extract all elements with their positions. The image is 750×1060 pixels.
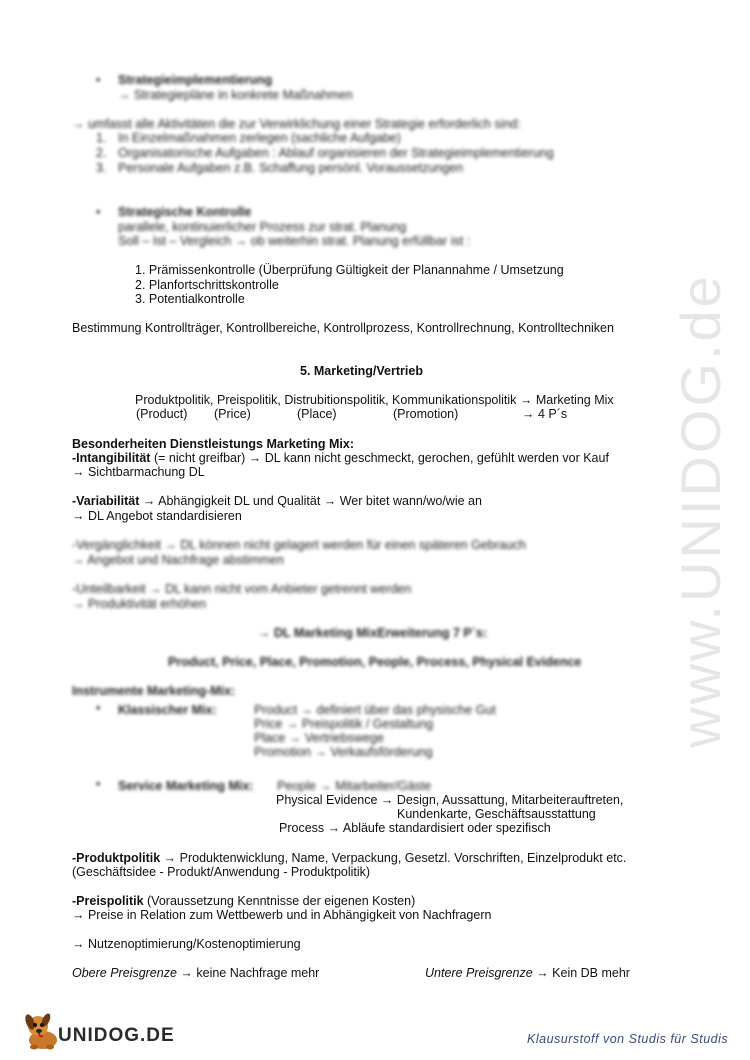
bullet-4: • — [96, 777, 101, 791]
text-intangibilitaet-rest: (= nicht greifbar) → DL kann nicht geschmeckt, gerochen, gefühlt werden vor Kauf — [150, 451, 609, 465]
text-produktpolitik-rest: → Produktenwicklung, Name, Verpackung, Gesetzl. Vorschriften, Einzelprodukt etc. — [160, 851, 627, 865]
text-physical-evidence: Physical Evidence → Design, Aussattung, Mitarbeiterauftreten, — [276, 793, 624, 807]
text-preispolitik-rest: (Voraussetzung Kenntnisse der eigenen Kosten) — [143, 894, 416, 908]
text-einzelmassnahmen: In Einzelmaßnahmen zerlegen (sachliche Aufgabe) — [118, 131, 401, 145]
text-variabilitaet-rest: → Abhängigkeit DL und Qualität → Wer bitet wann/wo/wie an — [139, 494, 482, 508]
text-produktpolitik — [72, 851, 626, 865]
text-umfasst: → umfasst alle Aktivitäten die zur Verwirklichung einer Strategie erforderlich sind: — [72, 117, 521, 131]
label-4ps: → 4 P´s — [522, 407, 568, 421]
text-nutzenoptimierung: → Nutzenoptimierung/Kostenoptimierung — [72, 937, 301, 951]
text-organisatorisch: Organisatorische Aufgaben : Ablauf organisieren der Strategieimplementierung — [118, 146, 554, 160]
text-preispolitik — [72, 894, 415, 908]
section-title: 5. Marketing/Vertrieb — [300, 364, 423, 378]
text-people-def: People → Mitarbeiter/Gäste — [277, 779, 432, 793]
heading-instrumente: Instrumente Marketing-Mix: — [72, 684, 236, 698]
text-place-def: Place → Vertriebswege — [254, 731, 384, 745]
text-product-def: Product → definiert über das physische Gut — [254, 703, 496, 717]
num-1: 1. — [96, 131, 107, 145]
heading-strategieimplementierung: Strategieimplementierung — [118, 73, 273, 87]
text-marketing-mix: Produktpolitik, Preispolitik, Distrubitionspolitik, Kommunikationspolitik → Marketing Mix — [135, 393, 614, 407]
text-price-def: Price → Preispolitik / Gestaltung — [254, 717, 434, 731]
label-obere-preisgrenze: Obere Preisgrenze — [72, 966, 177, 980]
bullet-3: • — [96, 701, 101, 715]
text-geschaeftsidee: (Geschäftsidee - Produkt/Anwendung - Produktpolitik) — [72, 865, 371, 879]
text-untere-preisgrenze — [425, 966, 630, 980]
label-preispolitik: -Preispolitik — [72, 894, 144, 908]
label-klassischer-mix: Klassischer Mix: — [118, 703, 217, 717]
watermark — [640, 272, 750, 748]
label-product: (Product) — [136, 407, 188, 421]
text-obere-rest: → keine Nachfrage mehr — [176, 966, 320, 980]
bullet-1: • — [96, 73, 101, 87]
text-vergaenglichkeit: -Vergänglichkeit → DL können nicht gelagert werden für einen späteren Gebrauch — [72, 538, 526, 552]
text-strategieplaene: → Strategiepläne in konkrete Maßnahmen — [118, 88, 353, 102]
text-kundenkarte: Kundenkarte, Geschäftsausstattung — [397, 807, 596, 821]
text-unteilbarkeit: -Unteilbarkeit → DL kann nicht vom Anbieter getrennt werden — [72, 582, 412, 596]
text-parallele: parallele, kontinuierlicher Prozess zur strat. Planung — [118, 220, 407, 234]
text-standardisieren: → DL Angebot standardisieren — [72, 509, 242, 523]
text-soll-ist: Soll – Ist – Vergleich → ob weiterhin strat. Planung erfüllbar ist : — [118, 234, 471, 248]
label-promotion: (Promotion) — [393, 407, 459, 421]
footer-tagline: Klausurstoff von Studis für Studis — [527, 1032, 729, 1046]
label-variabilitaet: -Variabilität — [72, 494, 140, 508]
control-praemissen: 1. Prämissenkontrolle (Überprüfung Gültigkeit der Planannahme / Umsetzung — [135, 263, 564, 277]
num-3: 3. — [96, 161, 107, 175]
text-untere-rest: → Kein DB mehr — [532, 966, 630, 980]
text-produktivitaet: → Produktivität erhöhen — [72, 597, 207, 611]
text-bestimmung: Bestimmung Kontrollträger, Kontrollbereiche, Kontrollprozess, Kontrollrechnung, Kontrolltechniken — [72, 321, 614, 335]
text-personale: Personale Aufgaben z.B. Schaffung persönl. Voraussetzungen — [118, 161, 464, 175]
text-obere-preisgrenze — [72, 966, 319, 980]
text-process: Process → Abläufe standardisiert oder spezifisch — [279, 821, 551, 835]
heading-besonderheiten: Besonderheiten Dienstleistungs Marketing Mix: — [72, 437, 354, 451]
label-price: (Price) — [214, 407, 251, 421]
text-promotion-def: Promotion → Verkaufsförderung — [254, 745, 433, 759]
text-variabilitaet — [72, 494, 482, 508]
text-preise-relation: → Preise in Relation zum Wettbewerb und in Abhängigkeit von Nachfragern — [72, 908, 492, 922]
text-sichtbarmachung: → Sichtbarmachung DL — [72, 465, 205, 479]
label-untere-preisgrenze: Untere Preisgrenze — [425, 966, 533, 980]
control-planfortschritt: 2. Planfortschrittskontrolle — [135, 278, 279, 292]
label-place: (Place) — [297, 407, 337, 421]
text-7ps: Product, Price, Place, Promotion, People, Process, Physical Evidence — [168, 655, 582, 669]
text-angebot-nachfrage: → Angebot und Nachfrage abstimmen — [72, 553, 284, 567]
num-2: 2. — [96, 146, 107, 160]
control-potential: 3. Potentialkontrolle — [135, 292, 245, 306]
bullet-2: • — [96, 205, 101, 219]
label-intangibilitaet: -Intangibilität — [72, 451, 151, 465]
text-dl-marketing-mix: → DL Marketing MixErweiterung 7 P´s: — [258, 626, 487, 640]
watermark-text: www.UNIDOG.de — [668, 272, 732, 748]
label-service-mix: Service Marketing Mix: — [118, 779, 254, 793]
text-intangibilitaet — [72, 451, 609, 465]
unidog-logo: UNIDOG.DE — [58, 1025, 175, 1046]
label-produktpolitik: -Produktpolitik — [72, 851, 161, 865]
heading-strategische-kontrolle: Strategische Kontrolle — [118, 205, 252, 219]
